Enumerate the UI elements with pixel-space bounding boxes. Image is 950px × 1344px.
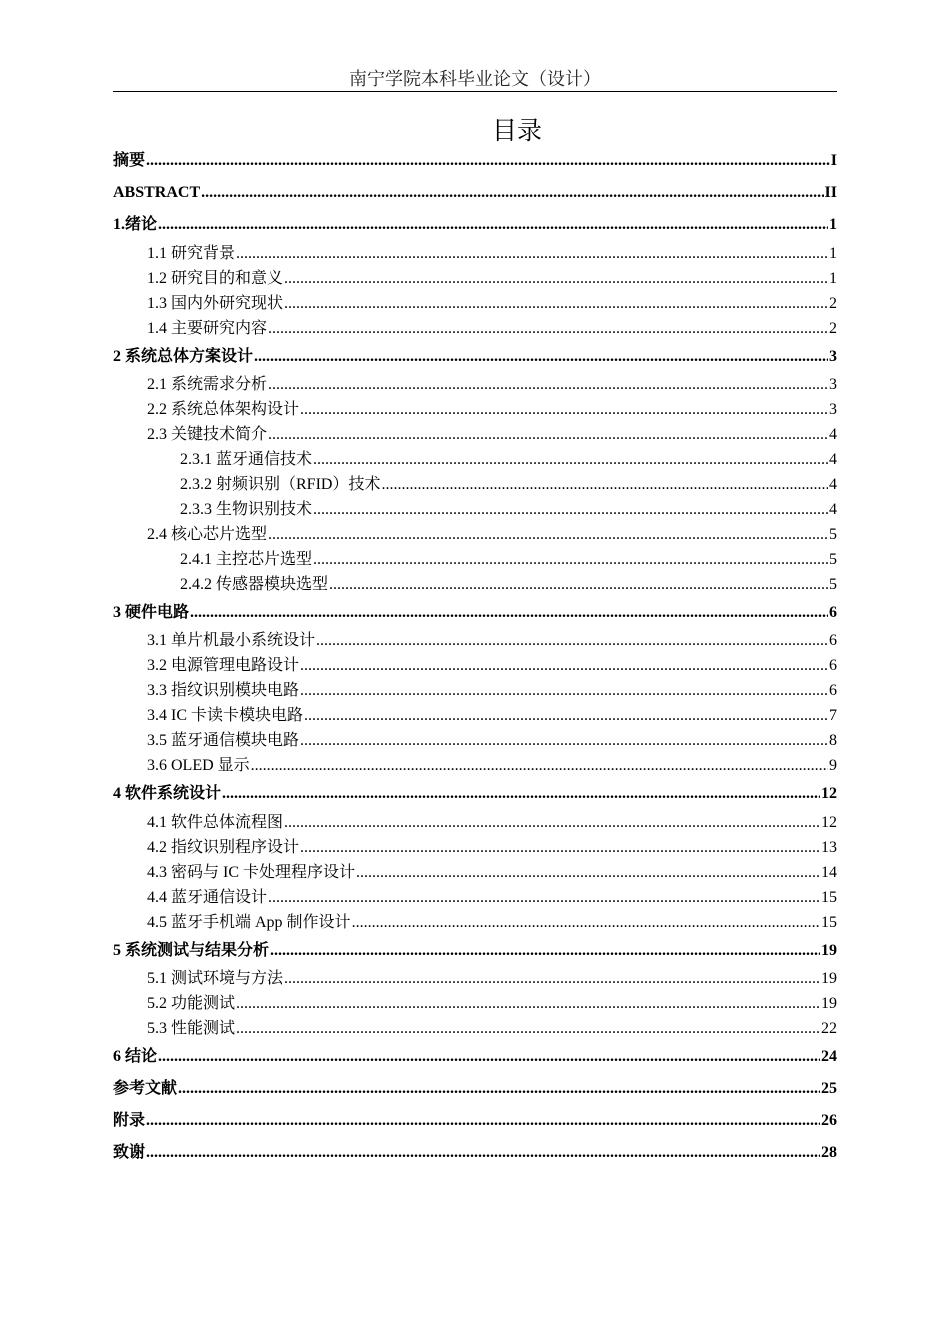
toc-entry-label: 附录	[113, 1112, 146, 1129]
toc-entry[interactable]	[113, 783, 837, 805]
toc-dot-leader	[268, 424, 828, 446]
toc-entry[interactable]	[113, 243, 837, 265]
toc-entry-label: 3.4 IC 卡读卡模块电路	[147, 707, 304, 724]
toc-entry-label: 2.1 系统需求分析	[147, 376, 268, 393]
toc-entry-label: 4.4 蓝牙通信设计	[147, 889, 268, 906]
toc-entry-label: 2 系统总体方案设计	[113, 348, 254, 365]
toc-dot-leader	[270, 940, 820, 962]
toc-entry-page-number: 6	[829, 657, 837, 674]
toc-dot-leader	[304, 705, 828, 727]
toc-dot-leader	[284, 268, 828, 290]
toc-entry-page-number: 4	[829, 426, 837, 443]
toc-dot-leader	[352, 912, 820, 934]
toc-entry[interactable]	[113, 1110, 837, 1132]
toc-entry-page-number: 19	[821, 970, 837, 987]
header-divider	[113, 91, 837, 92]
toc-entry[interactable]	[113, 862, 837, 884]
toc-entry[interactable]	[113, 293, 837, 315]
toc-entry-page-number: 3	[829, 348, 837, 365]
toc-entry-page-number: I	[830, 152, 837, 169]
toc-entry-label: 1.4 主要研究内容	[147, 320, 268, 337]
toc-dot-leader	[158, 1046, 820, 1068]
toc-dot-leader	[268, 524, 828, 546]
toc-entry-page-number: 14	[821, 864, 837, 881]
toc-dot-leader	[356, 862, 820, 884]
toc-dot-leader	[236, 1018, 820, 1040]
toc-entry-page-number: 8	[829, 732, 837, 749]
toc-entry-label: 1.绪论	[113, 216, 158, 233]
toc-entry[interactable]	[113, 630, 837, 652]
toc-dot-leader	[146, 1110, 820, 1132]
toc-entry-page-number: 2	[829, 320, 837, 337]
toc-entry-label: 3.6 OLED 显示	[147, 757, 250, 774]
toc-entry[interactable]	[113, 150, 837, 172]
toc-entry-label: 4 软件系统设计	[113, 785, 222, 802]
toc-entry[interactable]	[113, 968, 837, 990]
toc-dot-leader	[313, 499, 828, 521]
toc-entry-page-number: 13	[821, 839, 837, 856]
toc-entry-label: 3.2 电源管理电路设计	[147, 657, 300, 674]
toc-dot-leader	[268, 318, 828, 340]
toc-entry-page-number: 15	[821, 889, 837, 906]
toc-dot-leader	[190, 602, 828, 624]
toc-entry-label: 2.3.1 蓝牙通信技术	[180, 451, 313, 468]
toc-dot-leader	[146, 1142, 820, 1164]
toc-entry-page-number: II	[824, 184, 837, 201]
toc-entry[interactable]	[113, 1078, 837, 1100]
toc-dot-leader	[268, 887, 820, 909]
toc-entry[interactable]	[113, 374, 837, 396]
toc-entry-label: 4.5 蓝牙手机端 App 制作设计	[147, 914, 351, 931]
toc-entry[interactable]	[113, 268, 837, 290]
toc-entry-label: 2.3 关键技术简介	[147, 426, 268, 443]
toc-entry-label: 5.3 性能测试	[147, 1020, 236, 1037]
toc-entry-label: ABSTRACT	[113, 184, 201, 201]
toc-entry[interactable]	[113, 424, 837, 446]
toc-dot-leader	[300, 730, 828, 752]
toc-entry-label: 4.1 软件总体流程图	[147, 814, 284, 831]
toc-entry[interactable]	[113, 549, 837, 571]
toc-entry-label: 5.2 功能测试	[147, 995, 236, 1012]
toc-entry-page-number: 2	[829, 295, 837, 312]
toc-dot-leader	[284, 293, 828, 315]
toc-entry-page-number: 9	[829, 757, 837, 774]
toc-entry-label: 6 结论	[113, 1048, 158, 1065]
toc-entry-page-number: 5	[829, 576, 837, 593]
toc-entry-page-number: 5	[829, 526, 837, 543]
toc-entry[interactable]	[113, 1142, 837, 1164]
toc-entry[interactable]	[113, 524, 837, 546]
toc-entry[interactable]	[113, 499, 837, 521]
toc-entry-label: 3 硬件电路	[113, 604, 190, 621]
toc-entry[interactable]	[113, 474, 837, 496]
toc-dot-leader	[284, 968, 820, 990]
toc-entry[interactable]	[113, 912, 837, 934]
toc-entry-page-number: 28	[821, 1144, 837, 1161]
toc-dot-leader	[300, 680, 828, 702]
toc-entry-label: 3.3 指纹识别模块电路	[147, 682, 300, 699]
toc-entry-page-number: 1	[829, 245, 837, 262]
toc-entry[interactable]	[113, 318, 837, 340]
toc-entry-page-number: 4	[829, 451, 837, 468]
toc-entry[interactable]	[113, 182, 837, 204]
toc-entry-label: 2.4.1 主控芯片选型	[180, 551, 313, 568]
toc-dot-leader	[201, 182, 823, 204]
toc-entry[interactable]	[113, 214, 837, 236]
toc-dot-leader	[316, 630, 828, 652]
toc-entry-page-number: 4	[829, 476, 837, 493]
toc-dot-leader	[158, 214, 828, 236]
toc-entry[interactable]	[113, 940, 837, 962]
toc-entry-page-number: 3	[829, 401, 837, 418]
toc-dot-leader	[236, 243, 828, 265]
toc-entry-label: 3.5 蓝牙通信模块电路	[147, 732, 300, 749]
toc-entry-label: 5 系统测试与结果分析	[113, 942, 270, 959]
toc-entry[interactable]	[113, 602, 837, 624]
toc-entry[interactable]	[113, 837, 837, 859]
toc-entry-page-number: 26	[821, 1112, 837, 1129]
toc-entry-page-number: 12	[821, 785, 837, 802]
toc-entry-page-number: 5	[829, 551, 837, 568]
toc-dot-leader	[300, 399, 828, 421]
toc-dot-leader	[300, 655, 828, 677]
toc-entry[interactable]	[113, 1018, 837, 1040]
toc-entry[interactable]	[113, 574, 837, 596]
toc-dot-leader	[268, 374, 828, 396]
toc-entry[interactable]	[113, 680, 837, 702]
toc-entry-label: 2.4 核心芯片选型	[147, 526, 268, 543]
toc-entry-page-number: 4	[829, 501, 837, 518]
toc-dot-leader	[381, 474, 828, 496]
toc-entry[interactable]	[113, 755, 837, 777]
toc-entry-page-number: 22	[821, 1020, 837, 1037]
toc-entry[interactable]	[113, 1046, 837, 1068]
toc-dot-leader	[236, 993, 820, 1015]
toc-entry[interactable]	[113, 399, 837, 421]
toc-entry[interactable]	[113, 993, 837, 1015]
toc-dot-leader	[254, 346, 828, 368]
toc-entry-label: 1.2 研究目的和意义	[147, 270, 284, 287]
toc-dot-leader	[178, 1078, 820, 1100]
toc-entry-label: 参考文献	[113, 1080, 178, 1097]
toc-dot-leader	[313, 449, 828, 471]
toc-entry-page-number: 1	[829, 270, 837, 287]
toc-entry-page-number: 1	[829, 216, 837, 233]
toc-entry-page-number: 25	[821, 1080, 837, 1097]
toc-dot-leader	[222, 783, 820, 805]
toc-title: 目录	[491, 116, 542, 145]
toc-entry-label: 4.2 指纹识别程序设计	[147, 839, 300, 856]
toc-entry-label: 2.2 系统总体架构设计	[147, 401, 300, 418]
toc-entry-page-number: 24	[821, 1048, 837, 1065]
toc-entry-label: 2.3.2 射频识别（RFID）技术	[180, 476, 381, 493]
toc-entry[interactable]	[113, 730, 837, 752]
toc-entry-page-number: 6	[829, 632, 837, 649]
toc-entry-page-number: 3	[829, 376, 837, 393]
toc-entry-label: 摘要	[113, 152, 146, 169]
toc-entry[interactable]	[113, 705, 837, 727]
toc-entry-page-number: 19	[821, 995, 837, 1012]
toc-entry-page-number: 12	[821, 814, 837, 831]
toc-entry-page-number: 19	[821, 942, 837, 959]
toc-entry-label: 5.1 测试环境与方法	[147, 970, 284, 987]
toc-entry-label: 3.1 单片机最小系统设计	[147, 632, 316, 649]
toc-entry-label: 4.3 密码与 IC 卡处理程序设计	[147, 864, 356, 881]
toc-entry[interactable]	[113, 655, 837, 677]
toc-entry-page-number: 15	[821, 914, 837, 931]
toc-entry[interactable]	[113, 812, 837, 834]
toc-entry[interactable]	[113, 887, 837, 909]
toc-entry-label: 1.1 研究背景	[147, 245, 236, 262]
toc-entry-label: 1.3 国内外研究现状	[147, 295, 284, 312]
toc-dot-leader	[313, 549, 828, 571]
toc-entry-page-number: 7	[829, 707, 837, 724]
toc-dot-leader	[329, 574, 828, 596]
toc-entry[interactable]	[113, 346, 837, 368]
toc-dot-leader	[284, 812, 820, 834]
toc-entry[interactable]	[113, 449, 837, 471]
toc-entry-label: 2.3.3 生物识别技术	[180, 501, 313, 518]
toc-dot-leader	[146, 150, 830, 172]
toc-entry-page-number: 6	[829, 682, 837, 699]
toc-entry-page-number: 6	[829, 604, 837, 621]
running-header: 南宁学院本科毕业论文（设计）	[349, 69, 601, 89]
toc-dot-leader	[251, 755, 828, 777]
toc-entry-label: 2.4.2 传感器模块选型	[180, 576, 329, 593]
toc-dot-leader	[300, 837, 820, 859]
toc-entry-label: 致谢	[113, 1144, 146, 1161]
